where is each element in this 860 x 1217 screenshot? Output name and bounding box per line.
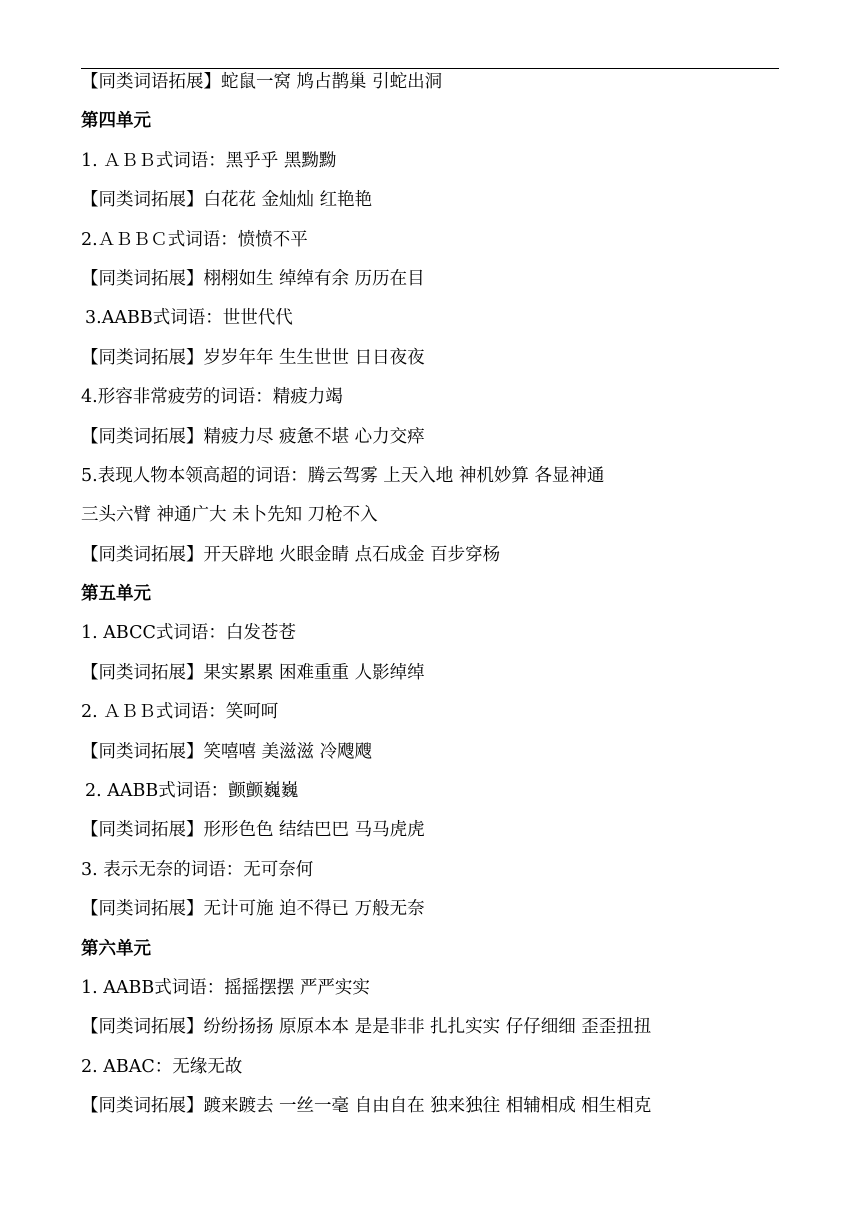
text-line: 【同类词拓展】纷纷扬扬 原原本本 是是非非 扎扎实实 仔仔细细 歪歪扭扭 [81, 1017, 652, 1038]
text-line: 1. ABCC式词语：白发苍苍 [81, 623, 296, 644]
text-line: 3.AABB式词语：世世代代 [85, 308, 293, 329]
text-line: 【同类词拓展】白花花 金灿灿 红艳艳 [81, 190, 373, 211]
text-line: 【同类词拓展】踱来踱去 一丝一毫 自由自在 独来独往 相辅相成 相生相克 [81, 1096, 652, 1117]
text-line: 【同类词拓展】笑嘻嘻 美滋滋 冷飕飕 [81, 741, 373, 762]
text-line: 【同类词拓展】栩栩如生 绰绰有余 历历在目 [81, 268, 425, 289]
text-line: 2.ＡＢＢＣ式词语：愤愤不平 [81, 229, 308, 250]
text-line: 【同类词语拓展】蛇鼠一窝 鸠占鹊巢 引蛇出洞 [81, 72, 443, 92]
text-line: 【同类词拓展】岁岁年年 生生世世 日日夜夜 [81, 347, 425, 368]
text-line: 三头六臂 神通广大 未卜先知 刀枪不入 [81, 505, 378, 526]
section-heading-unit-5: 第五单元 [81, 584, 151, 605]
text-line: 【同类词拓展】形形色色 结结巴巴 马马虎虎 [81, 820, 425, 841]
text-line: 3. 表示无奈的词语：无可奈何 [81, 859, 314, 880]
section-heading-unit-4: 第四单元 [81, 111, 151, 132]
text-line: 2. ABAC：无缘无故 [81, 1056, 243, 1077]
document-body [81, 69, 779, 1133]
text-line: 【同类词拓展】精疲力尽 疲惫不堪 心力交瘁 [81, 426, 425, 447]
text-line: 【同类词拓展】开天辟地 火眼金睛 点石成金 百步穿杨 [81, 544, 501, 565]
text-line: 1. ＡＢＢ式词语：黑乎乎 黑黝黝 [81, 150, 337, 171]
text-line: 【同类词拓展】果实累累 困难重重 人影绰绰 [81, 662, 425, 683]
text-line: 2. AABB式词语：颤颤巍巍 [85, 781, 299, 802]
text-line: 1. AABB式词语：摇摇摆摆 严严实实 [81, 977, 370, 998]
text-line: 2. ＡＢＢ式词语：笑呵呵 [81, 702, 279, 723]
text-line: 5.表现人物本领高超的词语：腾云驾雾 上天入地 神机妙算 各显神通 [81, 465, 605, 486]
section-heading-unit-6: 第六单元 [81, 938, 151, 959]
text-line: 4.形容非常疲劳的词语：精疲力竭 [81, 387, 343, 408]
text-line: 【同类词拓展】无计可施 迫不得已 万般无奈 [81, 899, 425, 920]
